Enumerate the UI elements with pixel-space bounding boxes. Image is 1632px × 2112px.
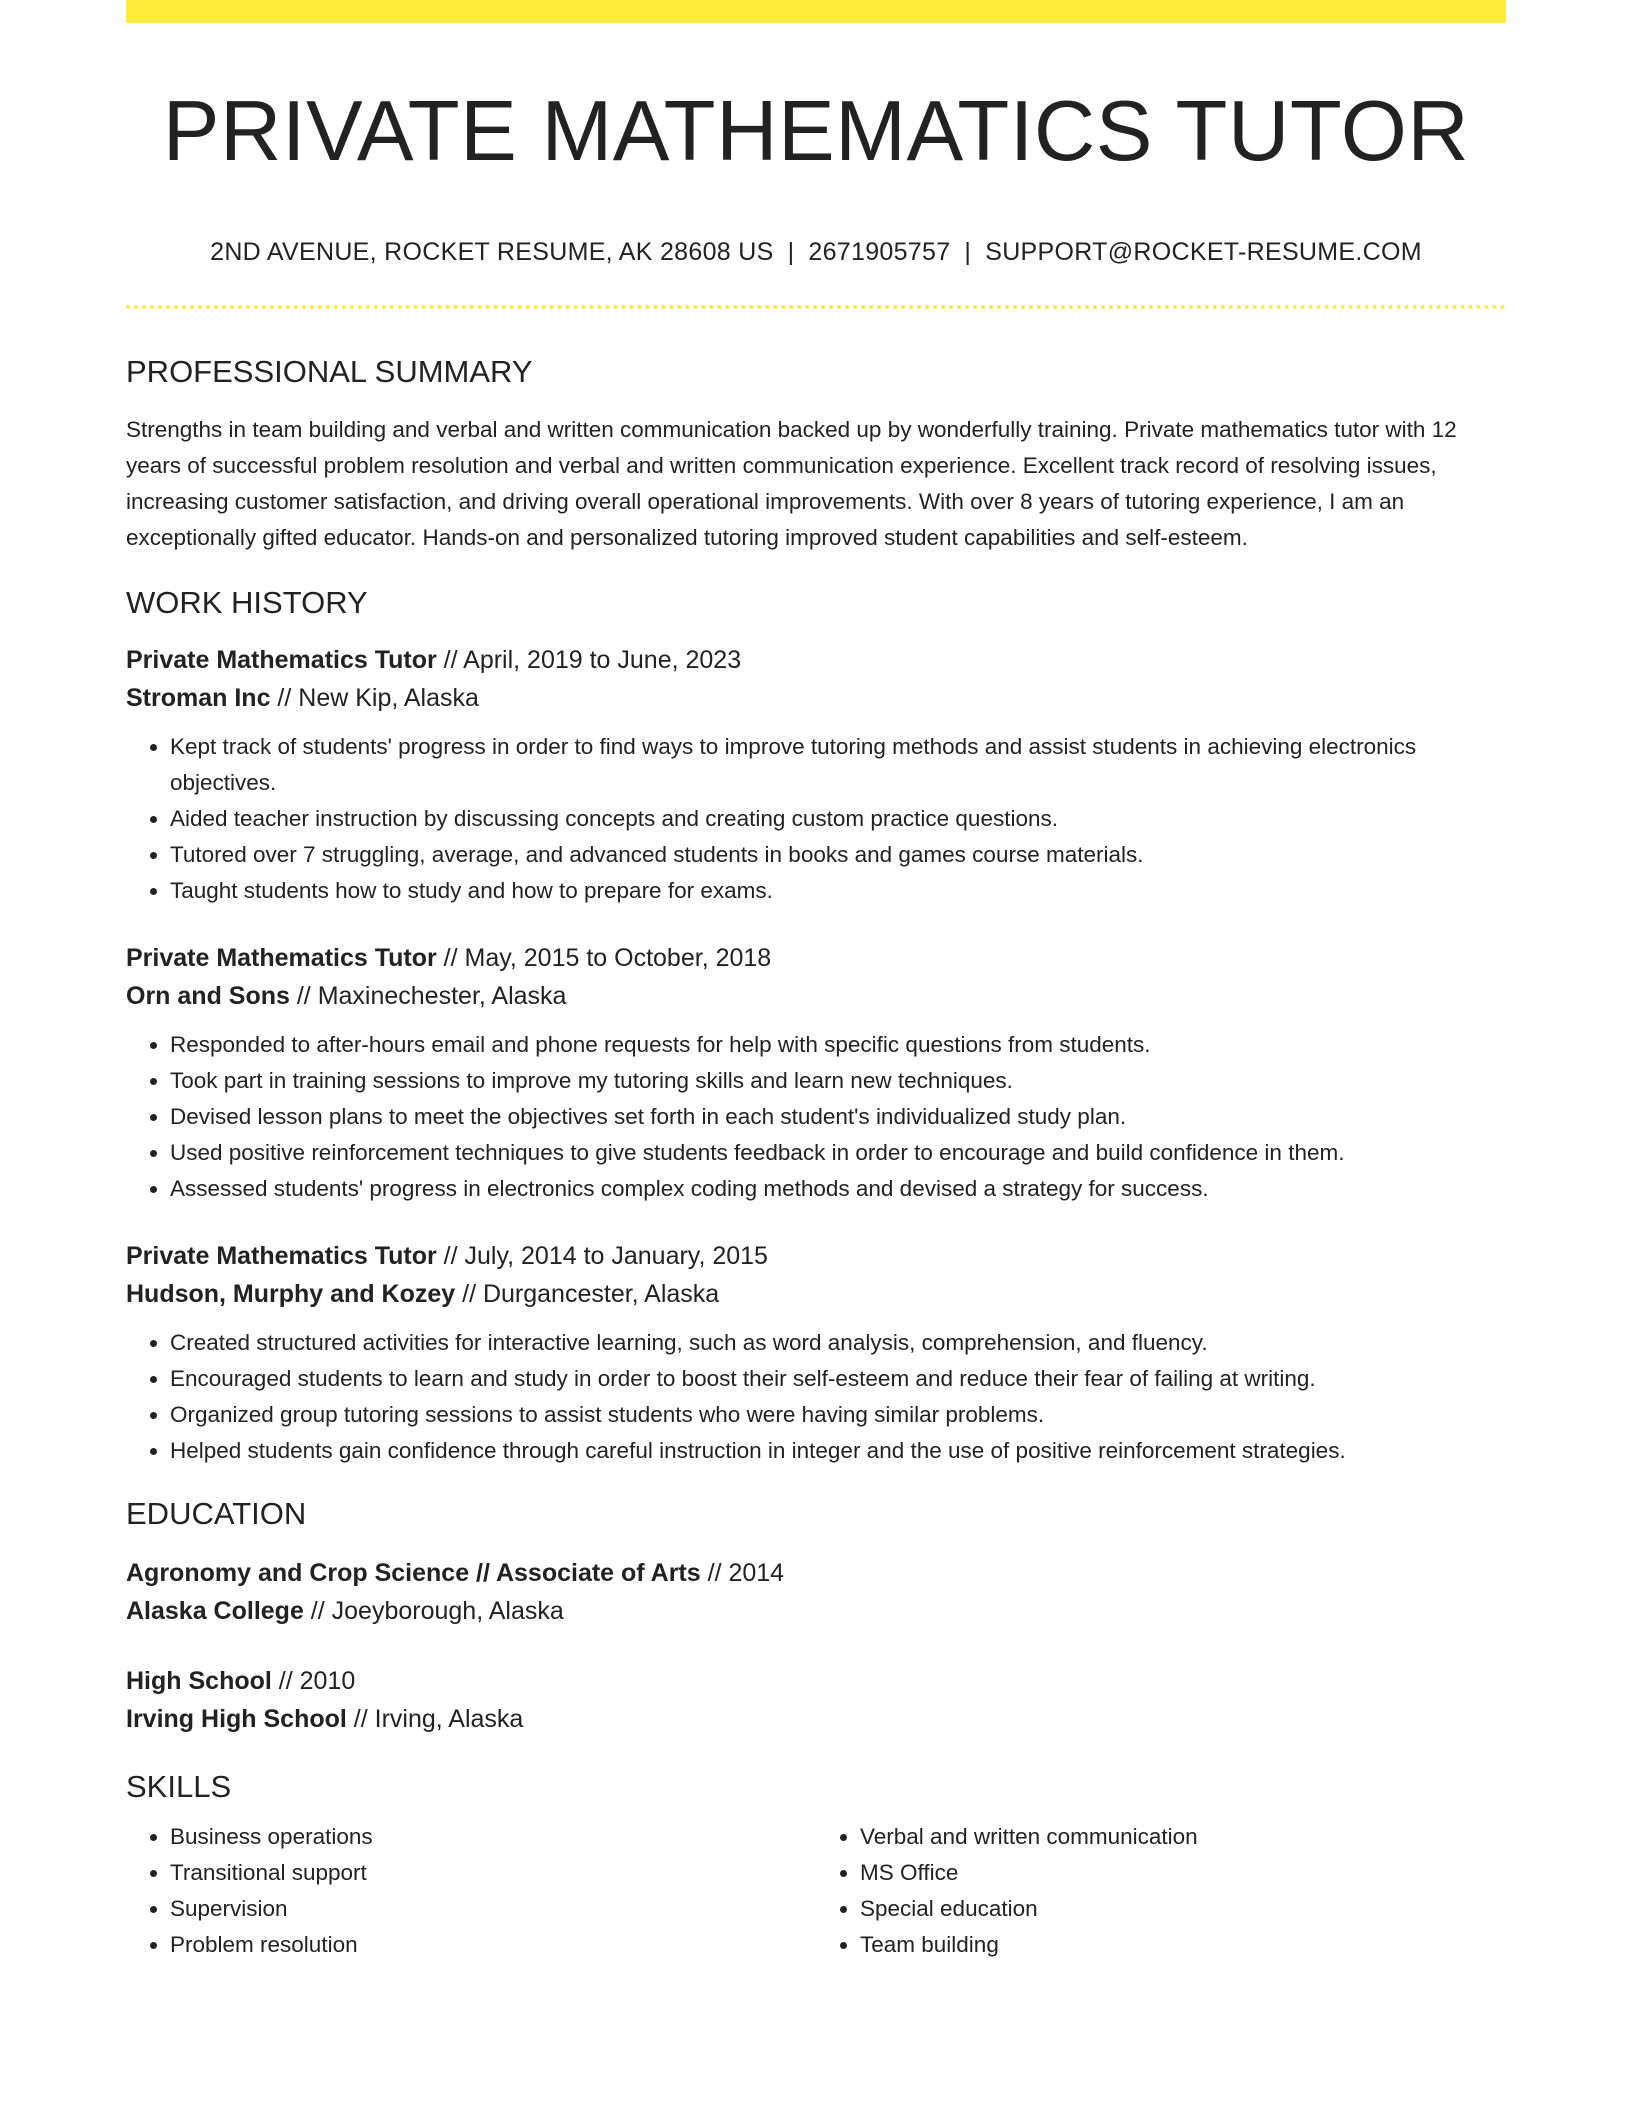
skill-item: • Business operations	[170, 1819, 816, 1855]
skill-item: • MS Office	[860, 1855, 1506, 1891]
dotted-divider	[126, 305, 1506, 309]
job-location: // New Kip, Alaska	[270, 683, 479, 712]
list-item: • Used positive reinforcement techniques to give students feedback in order to encourage and build confidence in them.	[170, 1135, 1506, 1171]
job-company: Stroman Inc	[126, 683, 271, 712]
contact-email: SUPPORT@ROCKET-RESUME.COM	[985, 237, 1422, 266]
summary-heading: PROFESSIONAL SUMMARY	[126, 353, 533, 389]
job-entry	[126, 641, 1506, 909]
list-item: • Aided teacher instruction by discussing concepts and creating custom practice questions.	[170, 801, 1506, 837]
education-degree-line	[126, 1554, 1506, 1592]
resume-name: PRIVATE MATHEMATICS TUTOR	[162, 84, 1470, 179]
job-company-line	[126, 977, 1506, 1015]
education-entry	[126, 1554, 1506, 1630]
job-dates: // July, 2014 to January, 2015	[436, 1241, 768, 1270]
education-school: Irving High School	[126, 1705, 347, 1734]
skills-left-column	[126, 1819, 816, 1963]
contact-address: 2ND AVENUE, ROCKET RESUME, AK 28608 US	[210, 237, 774, 266]
job-bullets	[126, 729, 1506, 909]
skills-grid	[126, 1819, 1506, 1963]
list-item: • Created structured activities for interactive learning, such as word analysis, comprehension, and fluency.	[170, 1325, 1506, 1361]
job-bullets	[126, 1027, 1506, 1207]
accent-top-bar	[126, 0, 1506, 23]
list-item: • Tutored over 7 struggling, average, and advanced students in books and games course materials.	[170, 837, 1506, 873]
education-location: // Irving, Alaska	[346, 1705, 524, 1734]
education-year: // 2014	[700, 1559, 785, 1588]
education-degree-line	[126, 1662, 1506, 1700]
job-company-line	[126, 679, 1506, 717]
skill-item: • Verbal and written communication	[860, 1819, 1506, 1855]
education-degree: High School	[126, 1667, 272, 1696]
education-school: Alaska College	[126, 1597, 304, 1626]
job-title-line	[126, 1237, 1506, 1275]
work-history-heading: WORK HISTORY	[126, 584, 368, 620]
education-school-line	[126, 1700, 1506, 1738]
skills-heading: SKILLS	[126, 1769, 232, 1805]
contact-line	[126, 237, 1506, 267]
list-item: • Devised lesson plans to meet the objectives set forth in each student's individualized study plan.	[170, 1099, 1506, 1135]
education-year: // 2010	[271, 1667, 356, 1696]
job-entry	[126, 939, 1506, 1207]
education-entry	[126, 1662, 1506, 1738]
job-company: Orn and Sons	[126, 981, 290, 1010]
skill-item: • Problem resolution	[170, 1927, 816, 1963]
education-school-line	[126, 1592, 1506, 1630]
job-location: // Maxinechester, Alaska	[289, 981, 567, 1010]
job-title-line	[126, 939, 1506, 977]
job-entry	[126, 1237, 1506, 1469]
education-degree: Agronomy and Crop Science // Associate of Arts	[126, 1559, 701, 1588]
list-item: • Encouraged students to learn and study in order to boost their self-esteem and reduce their fear of failing at writing.	[170, 1361, 1506, 1397]
skill-item: • Transitional support	[170, 1855, 816, 1891]
job-role: Private Mathematics Tutor	[126, 1241, 437, 1270]
job-role: Private Mathematics Tutor	[126, 943, 437, 972]
list-item: • Organized group tutoring sessions to assist students who were having similar problems.	[170, 1397, 1506, 1433]
list-item: • Kept track of students' progress in order to find ways to improve tutoring methods and assist students in achieving electronics objectives.	[170, 729, 1506, 801]
job-location: // Durgancester, Alaska	[455, 1279, 720, 1308]
skill-item: • Supervision	[170, 1891, 816, 1927]
job-role: Private Mathematics Tutor	[126, 645, 437, 674]
skill-item: • Team building	[860, 1927, 1506, 1963]
education-location: // Joeyborough, Alaska	[303, 1597, 564, 1626]
list-item: • Responded to after-hours email and phone requests for help with specific questions from students.	[170, 1027, 1506, 1063]
job-dates: // April, 2019 to June, 2023	[436, 645, 742, 674]
job-dates: // May, 2015 to October, 2018	[436, 943, 772, 972]
contact-separator: |	[787, 237, 795, 266]
list-item: • Took part in training sessions to improve my tutoring skills and learn new techniques.	[170, 1063, 1506, 1099]
list-item: • Assessed students' progress in electronics complex coding methods and devised a strategy for success.	[170, 1171, 1506, 1207]
job-company: Hudson, Murphy and Kozey	[126, 1279, 456, 1308]
contact-separator: |	[964, 237, 972, 266]
skill-item: • Special education	[860, 1891, 1506, 1927]
contact-phone: 2671905757	[808, 237, 951, 266]
list-item: • Helped students gain confidence through careful instruction in integer and the use of positive reinforcement strategies.	[170, 1433, 1506, 1469]
summary-text: Strengths in team building and verbal and written communication backed up by wonderfully training. Private mathematics tutor with 12 years of successful problem resolution and verbal and written communication experience. Excellent track record of resolving issues, increasing customer satisfaction, and driving overall operational improvements. With over 8 years of tutoring experience, I am an exceptionally gifted educator. Hands-on and personalized tutoring improved student capabilities and self-esteem.	[126, 416, 1457, 550]
job-bullets	[126, 1325, 1506, 1469]
education-heading: EDUCATION	[126, 1495, 307, 1531]
job-title-line	[126, 641, 1506, 679]
job-company-line	[126, 1275, 1506, 1313]
skills-right-column	[816, 1819, 1506, 1963]
list-item: • Taught students how to study and how to prepare for exams.	[170, 873, 1506, 909]
